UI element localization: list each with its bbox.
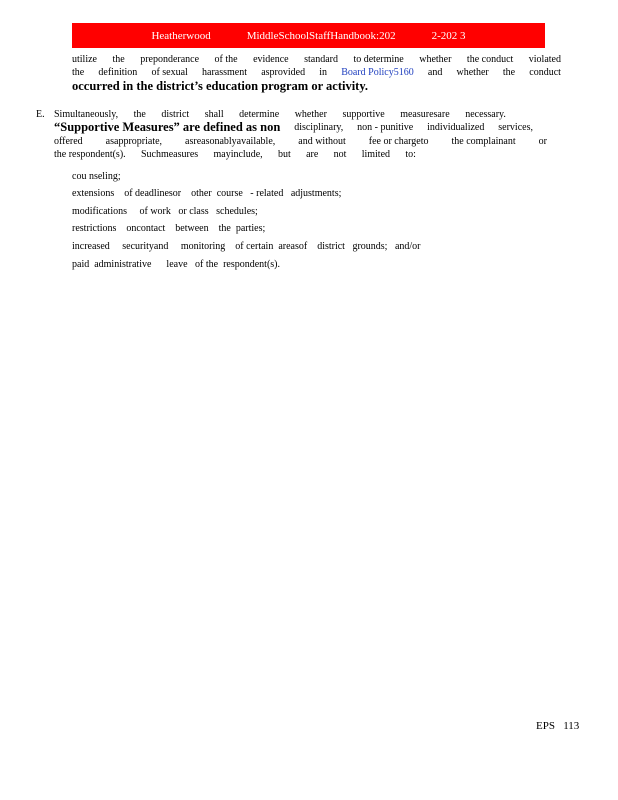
bullet-icon <box>54 187 72 200</box>
page-number <box>536 720 579 732</box>
word: harassment <box>202 67 248 78</box>
word: limited <box>361 149 391 160</box>
word: or <box>538 136 547 147</box>
word: asreasonablyavailable, <box>185 136 276 147</box>
supportive-measure-text: extensions of deadlinesor other course - related adjustments; <box>72 188 342 199</box>
supportive-measure-text: increased securityand monitoring of certain areasof district grounds; and/or <box>72 241 421 252</box>
word: of sexual <box>151 67 188 78</box>
bullet-icon <box>54 258 72 271</box>
word: necessary. <box>465 109 506 120</box>
word: whether <box>456 67 489 78</box>
supportive-measure-item <box>54 258 280 271</box>
bullet-icon <box>54 170 72 183</box>
section-e-line4 <box>54 148 416 161</box>
supportive-measure-text: paid administrative leave of the respondent(s). <box>72 259 280 270</box>
word: and without <box>298 136 346 147</box>
document-header <box>72 23 545 48</box>
word: utilize <box>72 54 97 65</box>
word: the conduct <box>466 54 514 65</box>
header-school-name: Heatherwood <box>151 29 211 42</box>
item-utilize-line3: occurred in the district’s education program or activity. <box>72 79 369 93</box>
board-policy-link[interactable]: Board Policy5160 <box>341 67 414 78</box>
word: individualized <box>427 122 485 133</box>
word: services, <box>498 122 533 133</box>
bullet-icon <box>54 222 72 235</box>
page-label: EPS <box>536 720 555 732</box>
word: non - punitive <box>357 122 414 133</box>
supportive-measure-text: cou nseling; <box>72 171 121 182</box>
word: the <box>502 67 516 78</box>
word: district <box>161 109 190 120</box>
word: the <box>112 54 125 65</box>
supportive-measures-definition: “Supportive Measures” are defined as non <box>54 120 281 134</box>
header-year: 2-202 3 <box>431 29 466 42</box>
word: shall <box>204 109 224 120</box>
word: measuresare <box>400 109 450 120</box>
word: the respondent(s). <box>54 149 126 160</box>
word: in <box>319 67 328 78</box>
word: to determine <box>353 54 404 65</box>
word: offered <box>54 136 83 147</box>
supportive-measure-item <box>54 240 421 253</box>
word: evidence <box>253 54 289 65</box>
word: conduct <box>529 67 561 78</box>
section-e-line3 <box>54 135 547 148</box>
word: violated <box>528 54 561 65</box>
word: the <box>133 109 146 120</box>
word: the <box>72 67 85 78</box>
word: determine <box>239 109 280 120</box>
word: preponderance <box>140 54 200 65</box>
supportive-measure-item <box>54 222 265 235</box>
word: definition <box>98 67 138 78</box>
supportive-measure-text: restrictions oncontact between the parties; <box>72 223 266 234</box>
word: the complainant <box>451 136 516 147</box>
word: Simultaneously, <box>54 109 119 120</box>
bullet-icon <box>54 205 72 218</box>
word: supportive <box>342 109 385 120</box>
page-number-value: 113 <box>563 720 580 732</box>
word: not <box>333 149 347 160</box>
word: asprovided <box>261 67 306 78</box>
section-e-letter: E. <box>36 109 45 120</box>
word: fee or chargeto <box>368 136 429 147</box>
word: but <box>277 149 291 160</box>
word: are <box>306 149 319 160</box>
word: mayinclude, <box>213 149 263 160</box>
item-utilize-line1 <box>72 53 561 66</box>
section-e-line2 <box>54 121 533 134</box>
bullet-icon <box>54 240 72 253</box>
word: of the <box>214 54 238 65</box>
header-handbook-title: MiddleSchoolStaffHandbook:202 <box>246 29 396 42</box>
word: and <box>427 67 443 78</box>
word: asappropriate, <box>105 136 163 147</box>
word: whether <box>419 54 452 65</box>
supportive-measure-item <box>54 170 121 183</box>
supportive-measure-item <box>54 187 341 200</box>
word: to: <box>405 149 416 160</box>
word: whether <box>294 109 327 120</box>
item-utilize-line2 <box>72 66 561 79</box>
word: Suchmeasures <box>140 149 199 160</box>
supportive-measure-item <box>54 205 258 218</box>
word: disciplinary, <box>294 122 344 133</box>
word: standard <box>304 54 338 65</box>
supportive-measure-text: modifications of work or class schedules; <box>72 206 258 217</box>
